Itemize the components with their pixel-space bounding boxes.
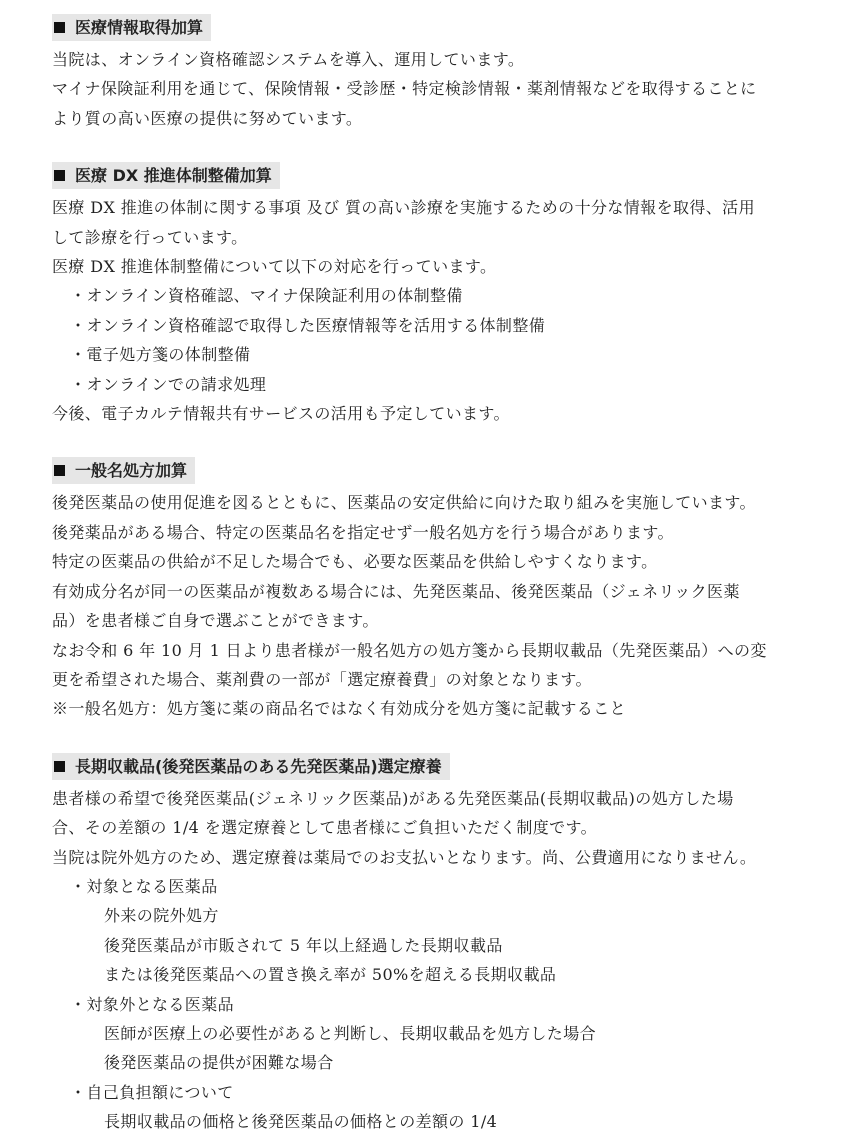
paragraph-line: 特定の医薬品の供給が不足した場合でも、必要な医薬品を供給しやすくなります。 (52, 552, 658, 572)
paragraph-line: 合、その差額の 1/4 を選定療養として患者様にご負担いただく制度です。 (52, 818, 598, 838)
section-heading (52, 457, 195, 484)
paragraph-line: なお令和 6 年 10 月 1 日より患者様が一般名処方の処方箋から長期収載品（先発医薬品）への変 (52, 640, 767, 660)
bullet-item: ・オンライン資格確認、マイナ保険証利用の体制整備 (70, 286, 463, 306)
section-heading-text: 一般名処方加算 (75, 461, 188, 481)
paragraph-line: ※一般名処方：処方箋に薬の商品名ではなく有効成分を処方箋に記載すること (52, 699, 627, 719)
section-heading-text: 医療 DX 推進体制整備加算 (75, 166, 272, 186)
paragraph-line: して診療を行っています。 (52, 227, 248, 247)
black-square-icon (54, 22, 65, 33)
paragraph-line: 医療 DX 推進体制整備について以下の対応を行っています。 (52, 257, 497, 277)
paragraph-line: 後発医薬品の使用促進を図るとともに、医薬品の安定供給に向けた取り組みを実施しています。 (52, 493, 756, 513)
section-heading-text: 医療情報取得加算 (75, 18, 204, 37)
black-square-icon (54, 170, 65, 181)
sub-item: 後発医薬品の提供が困難な場合 (104, 1053, 334, 1073)
bullet-item: ・オンラインでの請求処理 (70, 374, 267, 394)
section-heading (52, 753, 450, 780)
paragraph-line: 当院は、オンライン資格確認システムを導入、運用しています。 (52, 50, 525, 69)
black-square-icon (54, 465, 65, 476)
paragraph-line: 後発薬品がある場合、特定の医薬品名を指定せず一般名処方を行う場合があります。 (52, 522, 674, 542)
sub-item: 後発医薬品が市販されて 5 年以上経過した長期収載品 (104, 935, 503, 955)
section-2 (52, 162, 858, 428)
sub-item: 長期収載品の価格と後発医薬品の価格との差額の 1/4 (104, 1112, 498, 1132)
section-heading (52, 14, 211, 41)
section-heading (52, 162, 280, 189)
section-heading-text: 長期収載品(後発医薬品のある先発医薬品)選定療養 (75, 756, 442, 776)
sub-item: 外来の院外処方 (104, 906, 219, 926)
section-3 (52, 457, 858, 723)
bullet-item: ・対象となる医薬品 (70, 876, 218, 896)
paragraph-line: マイナ保険証利用を通じて、保険情報・受診歴・特定検診情報・薬剤情報などを取得することに (52, 79, 757, 99)
paragraph-line: 品）を患者様ご自身で選ぶことができます。 (52, 611, 379, 631)
paragraph-line: 患者様の希望で後発医薬品(ジェネリック医薬品)がある先発医薬品(長期収載品)の処方した場 (52, 788, 734, 808)
paragraph-line: 更を希望された場合、薬剤費の一部が「選定療養費」の対象となります。 (52, 669, 592, 689)
paragraph-line: 医療 DX 推進の体制に関する事項 及び 質の高い診療を実施するための十分な情報を取得、活用 (52, 198, 755, 218)
section-4 (52, 753, 858, 1137)
black-square-icon (54, 761, 65, 772)
sub-item: 医師が医療上の必要性があると判断し、長期収載品を処方した場合 (104, 1023, 597, 1043)
paragraph-line: 今後、電子カルテ情報共有サービスの活用も予定しています。 (52, 404, 510, 424)
paragraph-line: より質の高い医療の提供に努めています。 (52, 108, 363, 128)
paragraph-line: 有効成分名が同一の医薬品が複数ある場合には、先発医薬品、後発医薬品（ジェネリック医薬 (52, 581, 740, 601)
bullet-item: ・自己負担額について (70, 1082, 234, 1102)
bullet-item: ・電子処方箋の体制整備 (70, 345, 251, 365)
paragraph-line: 当院は院外処方のため、選定療養は薬局でのお支払いとなります。尚、公費適用になりません。 (52, 847, 757, 867)
sub-item: または後発医薬品への置き換え率が 50%を超える長期収載品 (104, 965, 557, 985)
section-1 (52, 14, 858, 133)
bullet-item: ・オンライン資格確認で取得した医療情報等を活用する体制整備 (70, 315, 546, 335)
bullet-item: ・対象外となる医薬品 (70, 994, 235, 1014)
